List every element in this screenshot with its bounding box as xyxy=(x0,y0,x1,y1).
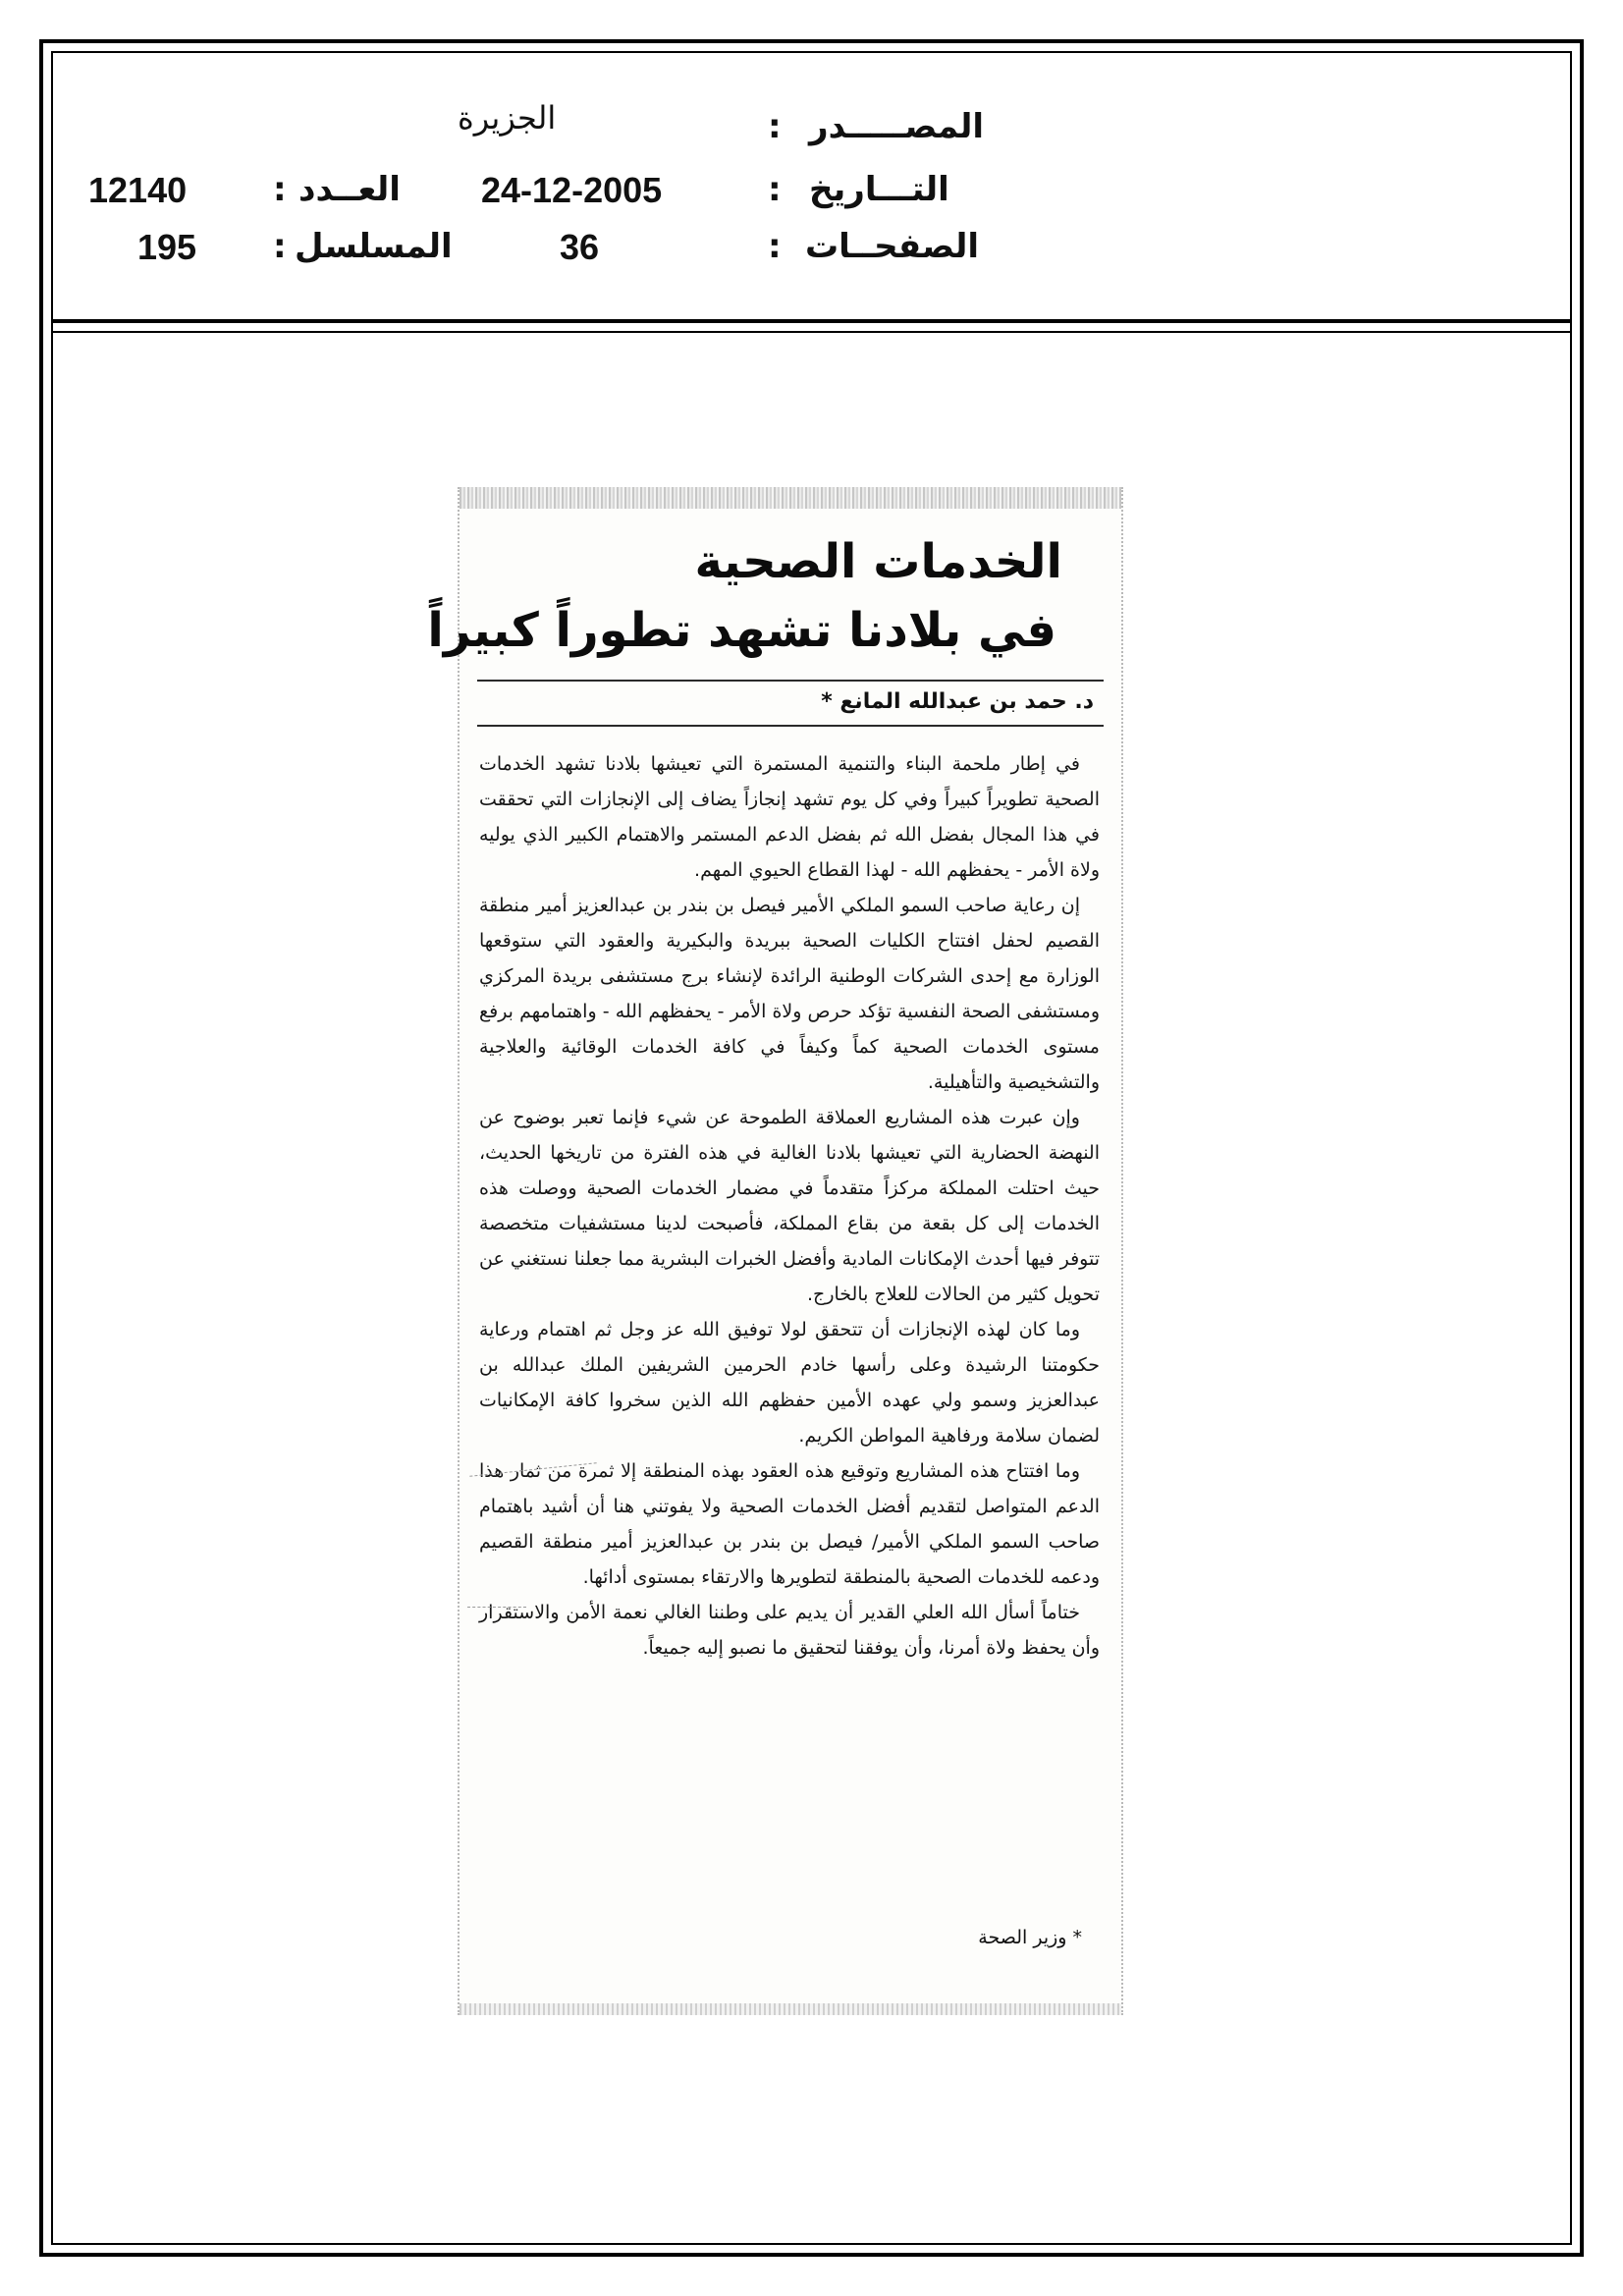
byline: د. حمد بن عبدالله المانع * xyxy=(821,689,1094,714)
article-paragraph: وإن عبرت هذه المشاريع العملاقة الطموحة عن شيء فإنما تعبر بوضوح عن النهضة الحضارية التي تعيشها بلادنا الغالية في هذه الفترة من تاريخها الحديث، حيث احتلت المملكة مركزاً متقدماً في مضمار الخدمات الصحية ووصلت هذه الخدمات إلى كل بقعة من بقاع المملكة، فأصبحت لدينا مستشفيات متخصصة تتوفر فيها أحدث الإمكانات المادية وأفضل الخبرات البشرية مما جعلنا نستغني عن تحويل كثير من الحالات للعلاج بالخارج. xyxy=(479,1107,1100,1305)
source-colon: : xyxy=(768,107,782,146)
headline-line-1: الخدمات الصحية xyxy=(694,534,1062,589)
byline-rule-top xyxy=(477,680,1104,682)
author-signature: * وزير الصحة xyxy=(978,1927,1082,1948)
header-divider xyxy=(51,319,1572,323)
article-paragraph: إن رعاية صاحب السمو الملكي الأمير فيصل بن بندر بن عبدالعزيز أمير منطقة القصيم لحفل افتتاح الكليات الصحية ببريدة والبكيرية والعقود التي ستوقعها الوزارة مع إحدى الشركات الوطنية الرائدة لإنشاء برج مستشفى بريدة المركزي ومستشفى الصحة النفسية تؤكد حرص ولاة الأمر - يحفظهم الله - واهتمامهم برفع مستوى الخدمات الصحية كماً وكيفاً في كافة الخدمات الوقائية والعلاجية والتشخيصية والتأهيلية. xyxy=(479,895,1100,1093)
article-paragraph: وما كان لهذه الإنجازات أن تتحقق لولا توفيق الله عز وجل ثم اهتمام ورعاية حكومتنا الرشيدة وعلى رأسها خادم الحرمين الشريفين الملك عبدالله بن عبدالعزيز وسمو ولي عهده الأمين حفظهم الله الذين سخروا كافة الإمكانيات لضمان سلامة ورفاهية المواطن الكريم. xyxy=(479,1319,1100,1447)
source-value: الجزيرة xyxy=(458,99,557,137)
pages-value: 36 xyxy=(560,227,600,267)
serial-label: المسلسل xyxy=(295,227,453,266)
headline-line-2: في بلادنا تشهد تطوراً كبيراً xyxy=(427,603,1056,658)
date-value: 24-12-2005 xyxy=(481,170,663,210)
clipping-top-edge xyxy=(460,487,1121,509)
issue-label: العــدد xyxy=(298,170,401,209)
newspaper-clipping xyxy=(427,487,1123,2015)
article-paragraph: في إطار ملحمة البناء والتنمية المستمرة التي تعيشها بلادنا تشهد الخدمات الصحية تطويراً كبيراً وفي كل يوم تشهد إنجازاً يضاف إلى الإنجازات التي تحققت في هذا المجال بفضل الله ثم بفضل الدعم المستمر والاهتمام الكبير الذي يوليه ولاة الأمر - يحفظهم الله - لهذا القطاع الحيوي المهم. xyxy=(479,753,1100,881)
source-label: المصـــــدر xyxy=(809,107,985,146)
byline-rule-bottom xyxy=(477,725,1104,727)
issue-colon: : xyxy=(273,170,287,209)
header-divider-thin xyxy=(51,331,1572,333)
scan-artifact xyxy=(467,1607,526,1608)
serial-value: 195 xyxy=(137,227,197,267)
date-colon: : xyxy=(768,170,782,209)
date-label: التـــاريخ xyxy=(809,170,949,209)
pages-label: الصفحــات xyxy=(805,227,980,266)
article-paragraph: وما افتتاح هذه المشاريع وتوقيع هذه العقود بهذه المنطقة إلا ثمرة من ثمار هذا الدعم المتواصل لتقديم أفضل الخدمات الصحية ولا يفوتني هنا أن أشيد باهتمام صاحب السمو الملكي الأمير/ فيصل بن بندر بن عبدالعزيز أمير منطقة القصيم ودعمه للخدمات الصحية بالمنطقة لتطويرها والارتقاء بمستوى أدائها. xyxy=(479,1460,1100,1588)
article-paragraph: ختاماً أسأل الله العلي القدير أن يديم على وطننا الغالي نعمة الأمن والاستقرار وأن يحفظ ولاة أمرنا، وأن يوفقنا لتحقيق ما نصبو إليه جميعاً. xyxy=(479,1602,1100,1659)
clipping-bottom-edge xyxy=(460,2003,1121,2015)
pages-colon: : xyxy=(768,227,782,266)
serial-colon: : xyxy=(273,227,287,266)
article-body xyxy=(479,746,1100,1666)
issue-value: 12140 xyxy=(88,170,188,210)
